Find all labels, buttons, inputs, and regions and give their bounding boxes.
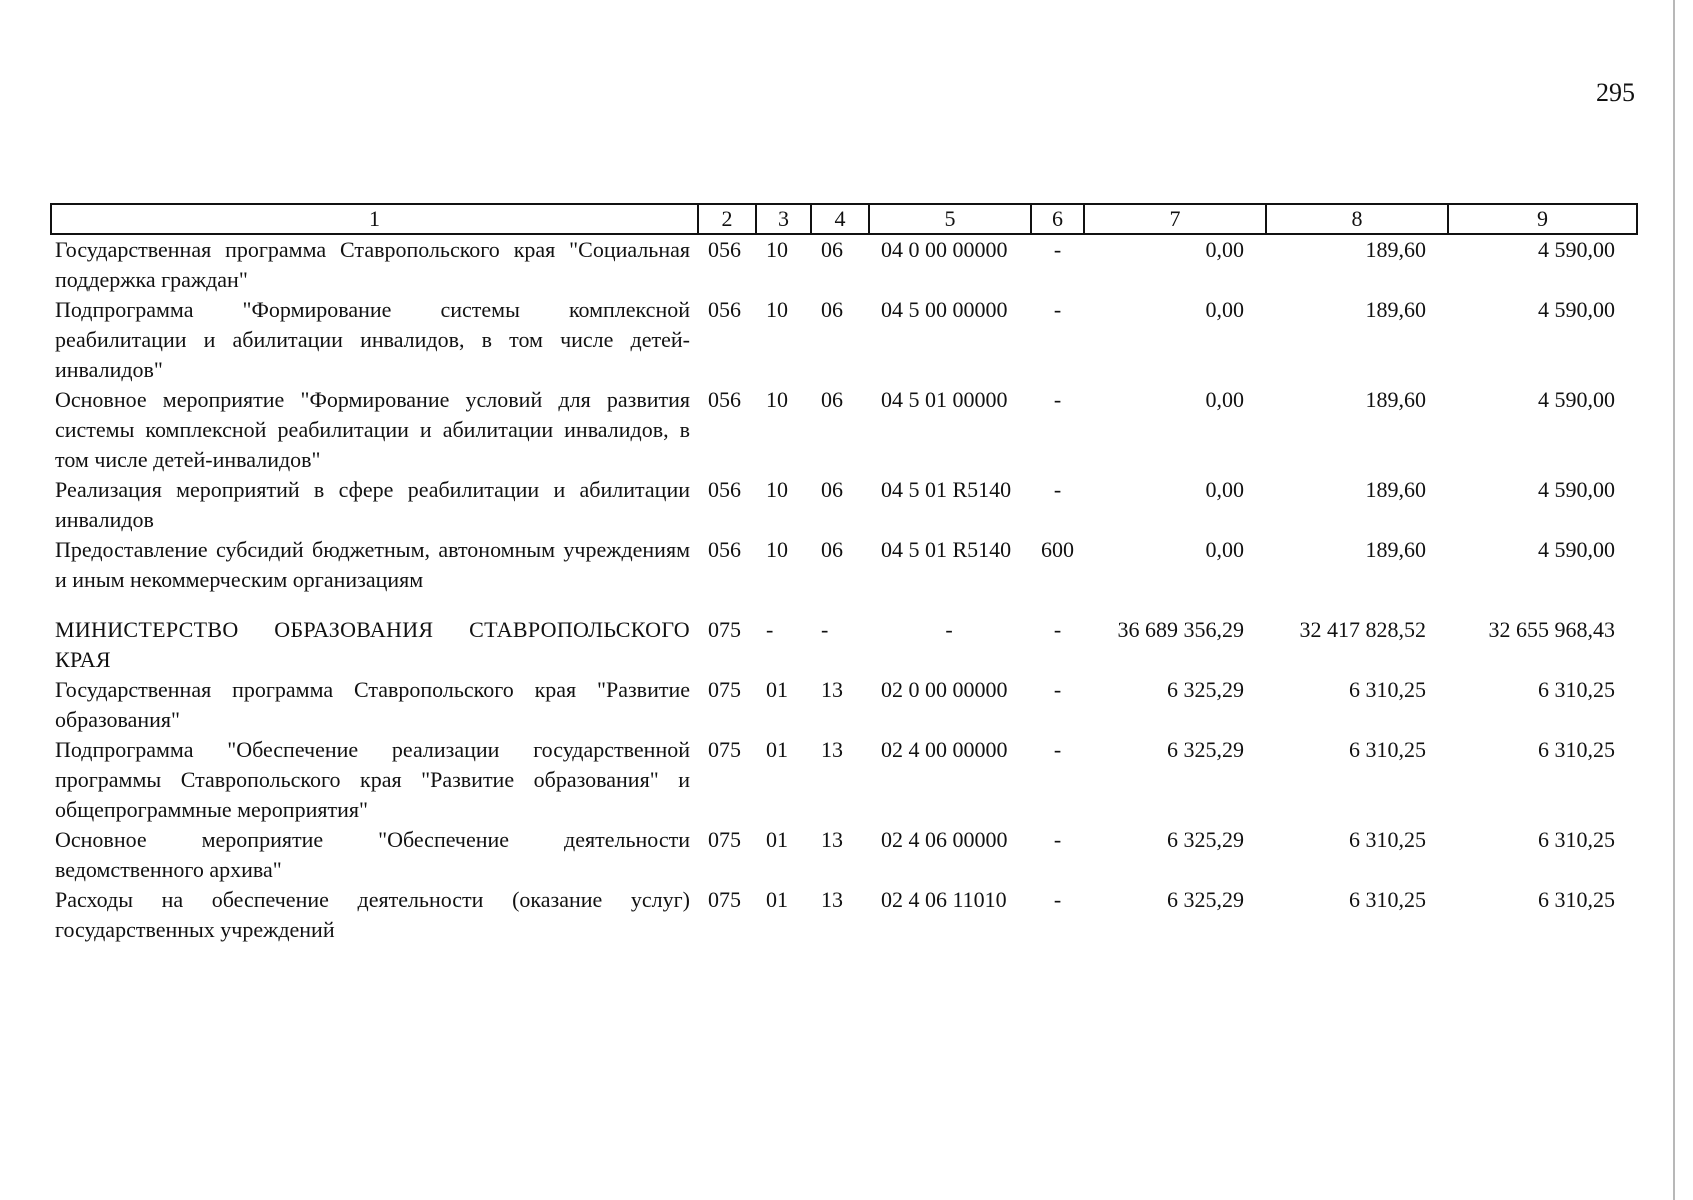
row-ministry-code: 056 <box>708 387 741 412</box>
row-name: Основное мероприятие "Обеспечение деятельности ведомственного архива" <box>55 827 690 882</box>
header-cell-4: 4 <box>811 204 869 234</box>
row-target-code: - <box>945 617 953 642</box>
header-cell-2: 2 <box>698 204 756 234</box>
row-name: Государственная программа Ставропольского края "Социальная поддержка граждан" <box>55 237 690 292</box>
row-target-code: 02 4 00 00000 <box>881 737 1008 762</box>
row-amount-7: 6 325,29 <box>1167 887 1244 912</box>
row-ministry-code: 056 <box>708 477 741 502</box>
page-number: 295 <box>1596 78 1635 107</box>
row-ministry-code: 056 <box>708 537 741 562</box>
row-subsection: 06 <box>821 297 843 322</box>
row-expense-type: - <box>1053 297 1062 322</box>
row-ministry-code: 075 <box>708 677 741 702</box>
row-amount-8: 6 310,25 <box>1349 827 1426 852</box>
row-name: Подпрограмма "Формирование системы комплексной реабилитации и абилитации инвалидов, в том числе детей-инвалидов" <box>55 297 690 382</box>
row-amount-7: 0,00 <box>1205 477 1244 502</box>
row-section: 10 <box>766 477 788 502</box>
header-cell-5: 5 <box>869 204 1031 234</box>
row-amount-9: 6 310,25 <box>1538 737 1615 762</box>
table-row-ministry <box>51 615 1637 675</box>
scan-edge-line <box>1673 0 1675 1200</box>
row-name: Основное мероприятие "Формирование условий для развития системы комплексной реабилитации и абилитации инвалидов, в том числе детей-инвалидов" <box>55 387 690 472</box>
row-name: Государственная программа Ставропольского края "Развитие образования" <box>55 677 690 732</box>
row-ministry-code: 075 <box>708 737 741 762</box>
row-subsection: 06 <box>821 477 843 502</box>
row-amount-8: 189,60 <box>1365 297 1426 322</box>
row-amount-9: 4 590,00 <box>1538 237 1615 262</box>
table-body <box>51 234 1637 945</box>
table-row <box>51 885 1637 945</box>
header-cell-9: 9 <box>1448 204 1637 234</box>
row-amount-7: 6 325,29 <box>1167 827 1244 852</box>
row-expense-type: 600 <box>1041 537 1074 562</box>
row-section: 01 <box>766 827 788 852</box>
row-target-code: 04 5 01 R5140 <box>881 477 1012 502</box>
row-amount-7: 0,00 <box>1205 537 1244 562</box>
row-ministry-code: 075 <box>708 617 741 642</box>
row-amount-7: 6 325,29 <box>1167 677 1244 702</box>
header-cell-6: 6 <box>1031 204 1084 234</box>
row-expense-type: - <box>1053 827 1062 852</box>
row-name: Предоставление субсидий бюджетным, автономным учреждениям и иным некоммерческим организациям <box>55 537 690 592</box>
row-name: Подпрограмма "Обеспечение реализации государственной программы Ставропольского края "Развитие образования" и общепрограммные мероприятия" <box>55 737 690 822</box>
row-amount-8: 189,60 <box>1365 477 1426 502</box>
row-target-code: 02 0 00 00000 <box>881 677 1008 702</box>
row-amount-8: 189,60 <box>1365 537 1426 562</box>
header-cell-1: 1 <box>51 204 698 234</box>
row-amount-8: 6 310,25 <box>1349 677 1426 702</box>
table-row <box>51 675 1637 735</box>
table-header <box>51 204 1637 234</box>
row-name: Реализация мероприятий в сфере реабилитации и абилитации инвалидов <box>55 477 690 532</box>
row-amount-7: 0,00 <box>1205 387 1244 412</box>
row-amount-7: 6 325,29 <box>1167 737 1244 762</box>
header-cell-8: 8 <box>1266 204 1448 234</box>
row-expense-type: - <box>1053 387 1062 412</box>
row-amount-9: 32 655 968,43 <box>1488 617 1615 642</box>
row-expense-type: - <box>1053 237 1062 262</box>
row-target-code: 04 5 01 00000 <box>881 387 1008 412</box>
row-name: МИНИСТЕРСТВО ОБРАЗОВАНИЯ СТАВРОПОЛЬСКОГО КРАЯ <box>55 617 690 672</box>
row-amount-9: 4 590,00 <box>1538 387 1615 412</box>
row-section: 10 <box>766 237 788 262</box>
row-amount-8: 32 417 828,52 <box>1299 617 1426 642</box>
row-amount-9: 6 310,25 <box>1538 887 1615 912</box>
row-amount-9: 4 590,00 <box>1538 297 1615 322</box>
table-row <box>51 385 1637 475</box>
row-section: 10 <box>766 537 788 562</box>
spacer-row <box>51 595 1637 615</box>
row-amount-9: 6 310,25 <box>1538 827 1615 852</box>
header-cell-3: 3 <box>756 204 811 234</box>
spacer-cell <box>51 595 1637 615</box>
row-expense-type: - <box>1053 677 1062 702</box>
header-row <box>51 204 1637 234</box>
row-expense-type: - <box>1053 887 1062 912</box>
row-subsection: 13 <box>821 677 843 702</box>
row-target-code: 02 4 06 00000 <box>881 827 1008 852</box>
row-amount-8: 6 310,25 <box>1349 887 1426 912</box>
row-section: - <box>766 617 774 642</box>
row-amount-7: 0,00 <box>1205 237 1244 262</box>
table-row <box>51 295 1637 385</box>
row-target-code: 04 5 00 00000 <box>881 297 1008 322</box>
row-subsection: 13 <box>821 827 843 852</box>
row-ministry-code: 056 <box>708 297 741 322</box>
row-amount-8: 189,60 <box>1365 387 1426 412</box>
row-target-code: 04 0 00 00000 <box>881 237 1008 262</box>
row-amount-7: 0,00 <box>1205 297 1244 322</box>
row-target-code: 02 4 06 11010 <box>881 887 1007 912</box>
row-amount-9: 4 590,00 <box>1538 477 1615 502</box>
row-subsection: 06 <box>821 537 843 562</box>
table-row <box>51 825 1637 885</box>
row-amount-9: 6 310,25 <box>1538 677 1615 702</box>
row-subsection: 06 <box>821 237 843 262</box>
row-section: 01 <box>766 677 788 702</box>
row-subsection: 13 <box>821 887 843 912</box>
row-section: 01 <box>766 887 788 912</box>
row-subsection: 13 <box>821 737 843 762</box>
table-row <box>51 735 1637 825</box>
row-amount-9: 4 590,00 <box>1538 537 1615 562</box>
row-target-code: 04 5 01 R5140 <box>881 537 1012 562</box>
row-amount-8: 189,60 <box>1365 237 1426 262</box>
row-subsection: 06 <box>821 387 843 412</box>
table-row <box>51 234 1637 295</box>
row-name: Расходы на обеспечение деятельности (оказание услуг) государственных учреждений <box>55 887 690 942</box>
row-expense-type: - <box>1053 617 1062 642</box>
row-expense-type: - <box>1053 477 1062 502</box>
row-ministry-code: 075 <box>708 827 741 852</box>
row-ministry-code: 075 <box>708 887 741 912</box>
header-cell-7: 7 <box>1084 204 1266 234</box>
row-expense-type: - <box>1053 737 1062 762</box>
row-ministry-code: 056 <box>708 237 741 262</box>
budget-table <box>50 203 1638 945</box>
row-subsection: - <box>821 617 829 642</box>
row-section: 10 <box>766 297 788 322</box>
row-amount-7: 36 689 356,29 <box>1117 617 1244 642</box>
table-row <box>51 535 1637 595</box>
row-section: 01 <box>766 737 788 762</box>
table-row <box>51 475 1637 535</box>
row-section: 10 <box>766 387 788 412</box>
row-amount-8: 6 310,25 <box>1349 737 1426 762</box>
